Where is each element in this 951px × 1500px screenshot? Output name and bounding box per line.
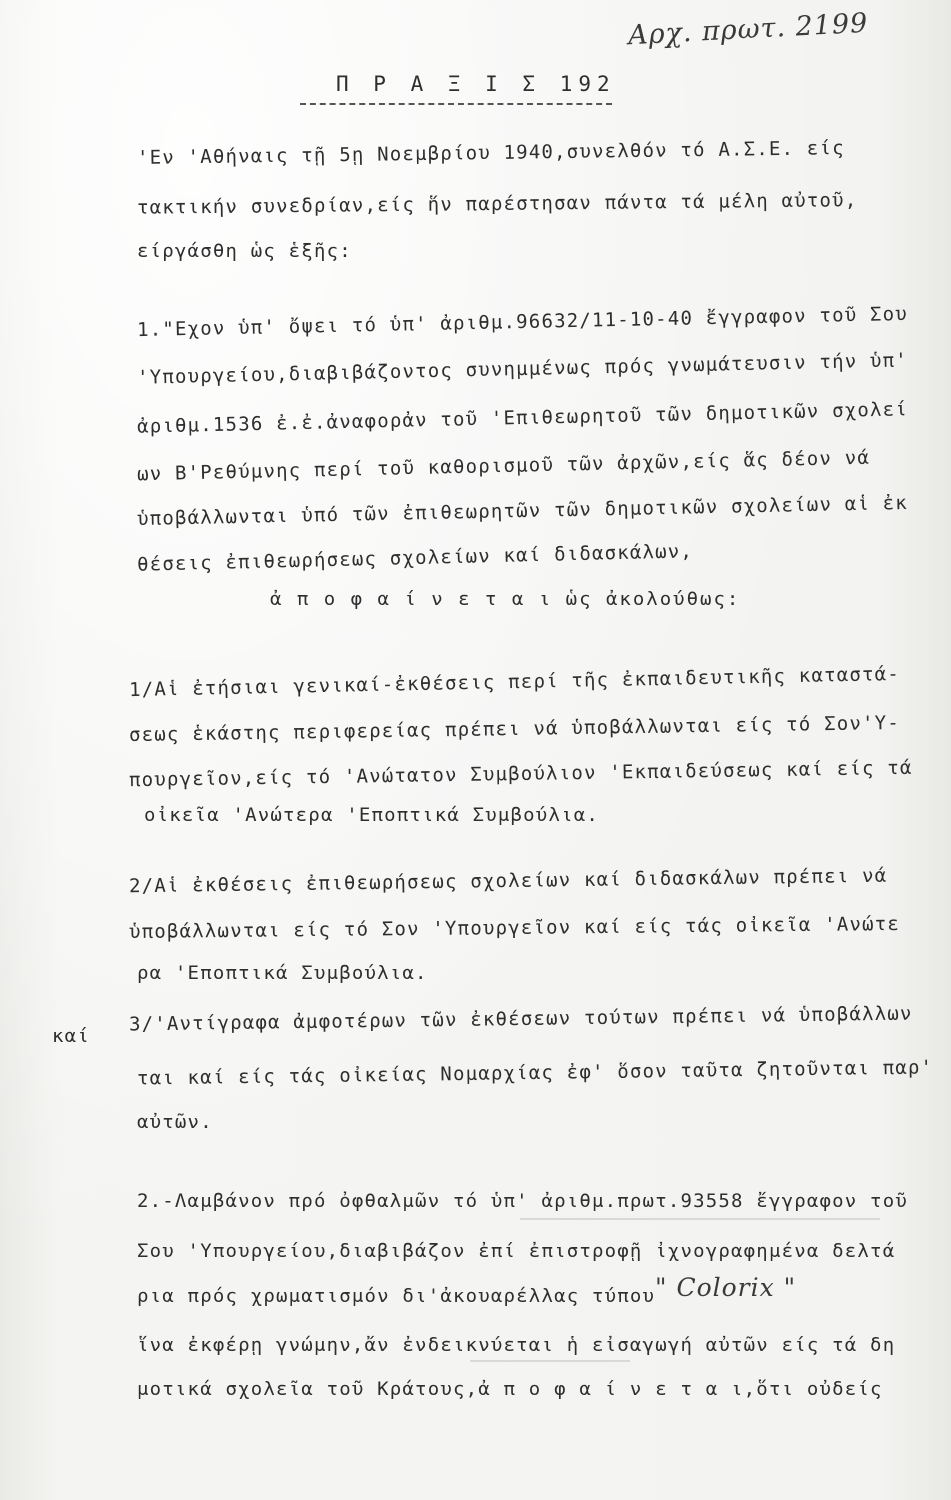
text-line: μοτικά σχολεῖα τοῦ Κράτους,ἀ π ο φ α ί ν ε τ α ι,ὅτι οὐδείς	[137, 1378, 883, 1400]
text-line: ὑποβάλλωνται ὑπό τῶν ἐπιθεωρητῶν τῶν δημοτικῶν σχολείων αἱ ἐκ	[136, 491, 909, 531]
text-line: ἵνα ἐκφέρῃ γνώμην,ἄν ἐνδεικνύεται ἡ εἰσαγωγή αὐτῶν είς τά δη	[137, 1334, 896, 1356]
bleed-through-mark	[520, 1218, 880, 1220]
archive-note-handwritten: Αρχ. πρωτ. 2199	[627, 7, 870, 52]
text-line: ται καί είς τάς οἰκείας Νομαρχίας ἐφ' ὅσον ταῦτα ζητοῦνται παρ'	[136, 1056, 934, 1090]
text-line: θέσεις ἐπιθεωρήσεως σχολείων καί διδασκάλων,	[136, 540, 694, 576]
text-line: είργάσθη ὡς ἑξῆς:	[137, 240, 352, 262]
text-line: ὑποβάλλωνται είς τό Σον 'Υπουργεῖον καί είς τάς οἰκεῖα 'Ανώτε	[128, 912, 901, 944]
text-line: 'Εν 'Αθήναις τῇ 5ῃ Νοεμβρίου 1940,συνελθόν τό Α.Σ.Ε. είς	[136, 137, 845, 169]
handwritten-colorix: " Colorix "	[655, 1273, 797, 1302]
title-underline	[300, 103, 612, 105]
text-line: ων Β'Ρεθύμνης περί τοῦ καθορισμοῦ τῶν ἀρχῶν,είς ἅς δέον νά	[136, 446, 871, 486]
text-line: σεως ἑκάστης περιφερείας πρέπει νά ὑποβάλλωνται είς τό Σον'Υ-	[128, 711, 901, 747]
text-line: ρια πρός χρωματισμόν δι'ἀκουαρέλλας τύπου	[137, 1285, 656, 1307]
text-line: αὐτῶν.	[137, 1111, 213, 1133]
text-line: 1."Εχον ὑπ' ὄψει τό ὑπ' ἀριθμ.96632/11-10-40 ἔγγραφον τοῦ Σου	[136, 302, 909, 342]
text-line: οἰκεῖα 'Ανώτερα 'Εποπτικά Συμβούλια.	[144, 804, 600, 826]
text-line: ἀ π ο φ α ί ν ε τ α ι ὡς ἀκολούθως:	[270, 588, 741, 610]
text-line: ἀριθμ.1536 ἐ.ἐ.ἀναφορἀν τοῦ 'Επιθεωρητοῦ τῶν δημοτικῶν σχολεί	[136, 398, 909, 438]
text-line: 2.-Λαμβάνον πρό ὀφθαλμῶν τό ὑπ' ἀριθμ.πρωτ.93558 ἔγγραφον τοῦ	[137, 1190, 908, 1212]
text-line: 1/Αἱ ἐτήσιαι γενικαί-ἐκθέσεις περί τῆς ἐκπαιδευτικῆς καταστά-	[128, 662, 901, 702]
text-line: Σου 'Υπουργείου,διαβιβάζον ἐπί ἐπιστροφῇ ἰχνογραφημένα δελτά	[137, 1240, 896, 1262]
bleed-through-mark	[470, 1360, 630, 1362]
margin-note-kai: καί	[52, 1025, 90, 1047]
text-line: 3/'Αντίγραφα ἀμφοτέρων τῶν ἐκθέσεων τούτων πρέπει νά ὑποβάλλων	[128, 1002, 913, 1036]
text-line: πουργεῖον,είς τό 'Ανώτατον Συμβούλιον 'Εκπαιδεύσεως καί είς τά	[128, 756, 913, 792]
text-line: ρα 'Εποπτικά Συμβούλια.	[137, 962, 428, 984]
text-line: 'Υπουργείου,διαβιβάζοντος συνημμένως πρός γνωμάτευσιν τήν ὑπ'	[136, 349, 909, 389]
document-title: Π Ρ Α Ξ Ι Σ 192	[336, 72, 616, 96]
text-line: τακτικήν συνεδρίαν,είς ἥν παρέστησαν πάντα τά μέλη αὐτοῦ,	[136, 189, 858, 219]
text-line: 2/Αἱ ἐκθέσεις ἐπιθεωρήσεως σχολείων καί διδασκάλων πρέπει νά	[128, 864, 888, 898]
